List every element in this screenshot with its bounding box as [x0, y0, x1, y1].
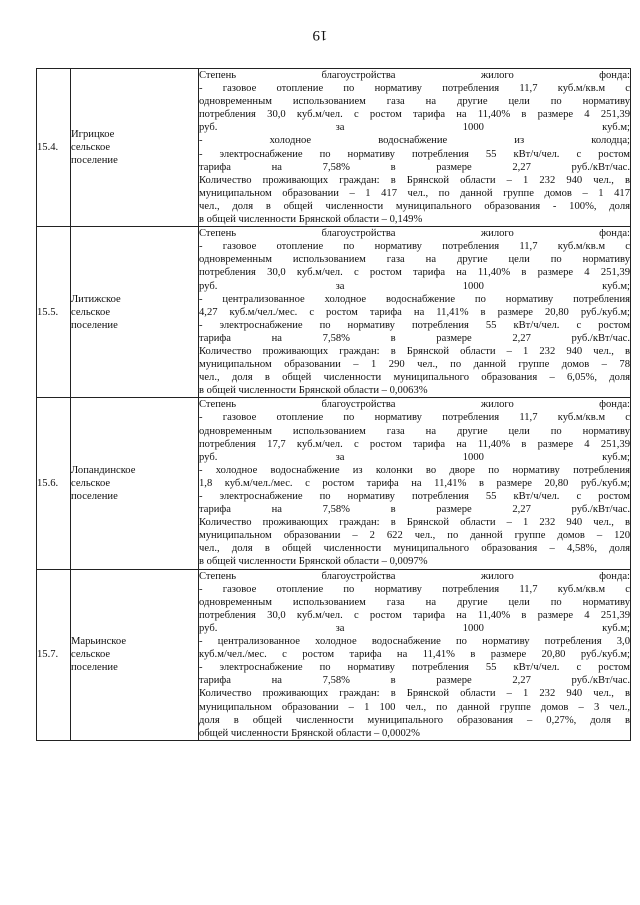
- description-line: руб. за 1000 куб.м;: [199, 451, 630, 463]
- description-line: - электроснабжение по нормативу потребления 55 кВт/ч/чел. с ростом: [199, 491, 630, 502]
- settlement-name: [71, 569, 199, 740]
- description-line: общей численности Брянской области – 0,0002%: [199, 727, 420, 739]
- description-line: 1,8 куб.м/чел./мес. с ростом тарифа на 11,41% в размере 20,80 руб./куб.м;: [199, 477, 630, 489]
- settlement-name-line: сельское: [71, 142, 111, 154]
- settlement-description: [199, 227, 631, 398]
- table-row: [37, 227, 631, 398]
- settlement-name-line: поселение: [71, 155, 118, 167]
- description-line: Степень благоустройства жилого фонда:: [199, 570, 630, 582]
- description-line: потребления 17,7 куб.м/чел. с ростом тарифа на 11,40% в размере 4 251,39: [199, 438, 630, 450]
- description-line: - электроснабжение по нормативу потребления 55 кВт/ч/чел. с ростом: [199, 662, 630, 674]
- table-row: [37, 69, 631, 227]
- description-line: - централизованное холодное водоснабжение по нормативу потребления 3,0: [199, 636, 630, 648]
- settlement-name-line: поселение: [71, 319, 118, 331]
- description-line: Количество проживающих граждан: в Брянской области – 1 232 940 чел., в: [199, 517, 630, 529]
- description-line: - газовое отопление по нормативу потребления 11,7 куб.м/кв.м с: [199, 583, 630, 595]
- description-line: - газовое отопление по нормативу потребления 11,7 куб.м/кв.м с: [199, 241, 630, 253]
- description-line: - электроснабжение по нормативу потребления 55 кВт/ч/чел. с ростом: [199, 148, 630, 160]
- description-line: - электроснабжение по нормативу потребления 55 кВт/ч/чел. с ростом: [199, 319, 630, 331]
- description-line: потребления 30,0 куб.м/чел. с ростом тарифа на 11,40% в размере 4 251,39: [199, 267, 630, 279]
- description-line: в общей численности Брянской области – 0,149%: [199, 214, 423, 226]
- settlement-name: [71, 227, 199, 398]
- row-number: 15.4.: [37, 69, 71, 227]
- description-line: Количество проживающих граждан: в Брянской области – 1 232 940 чел., в: [199, 345, 630, 357]
- settlements-table: [36, 68, 631, 741]
- settlement-name-line: поселение: [71, 662, 118, 674]
- description-line: в общей численности Брянской области – 0,0097%: [199, 556, 428, 568]
- description-line: - газовое отопление по нормативу потребления 11,7 куб.м/кв.м с: [199, 83, 630, 95]
- description-line: одновременным использованием газа на другие цели по нормативу: [199, 596, 630, 608]
- description-line: - холодное водоснабжение из колодца;: [199, 135, 630, 147]
- settlement-description: [199, 69, 631, 227]
- description-line: - централизованное холодное водоснабжение по нормативу потребления: [199, 293, 630, 305]
- settlement-description: [199, 569, 631, 740]
- description-line: - газовое отопление по нормативу потребления 11,7 куб.м/кв.м с: [199, 412, 630, 424]
- description-line: потребления 30,0 куб.м/чел. с ростом тарифа на 11,40% в размере 4 251,39: [199, 609, 630, 621]
- table-row: [37, 398, 631, 569]
- settlement-name-line: сельское: [71, 649, 111, 661]
- table-row: [37, 569, 631, 740]
- settlement-name: [71, 69, 199, 227]
- description-line: в общей численности Брянской области – 0,0063%: [199, 385, 428, 397]
- settlement-description: [199, 398, 631, 569]
- description-line: Степень благоустройства жилого фонда:: [199, 399, 630, 411]
- description-line: одновременным использованием газа на другие цели по нормативу: [199, 254, 630, 266]
- description-line: муниципальном образовании – 2 622 чел., по данной группе домов – 120: [199, 530, 630, 542]
- description-line: потребления 30,0 куб.м/чел. с ростом тарифа на 11,40% в размере 4 251,39: [199, 109, 630, 121]
- description-line: чел., доля в общей численности муниципального образования – 4,58%, доля: [199, 543, 630, 555]
- description-line: куб.м/чел./мес. с ростом тарифа на 11,41% в размере 20,80 руб./куб.м;: [199, 649, 630, 661]
- row-number: 15.6.: [37, 398, 71, 569]
- description-line: - холодное водоснабжение из колонки во дворе по нормативу потребления: [199, 464, 630, 476]
- description-line: муниципальном образовании – 1 100 чел., по данной группе домов – 3 чел.,: [199, 701, 630, 713]
- description-line: чел., доля в общей численности муниципального образования - 100%, доля: [199, 200, 630, 212]
- description-line: муниципальном образовании – 1 417 чел., по данной группе домов – 1 417: [199, 187, 630, 199]
- description-line: одновременным использованием газа на другие цели по нормативу: [199, 425, 630, 437]
- settlement-name: [71, 398, 199, 569]
- settlement-name-line: Марьинское: [71, 636, 127, 648]
- table-body: [37, 69, 631, 741]
- description-line: тарифа на 7,58% в размере 2,27 руб./кВт/час.: [199, 332, 630, 344]
- settlement-name-line: Игрицкое: [71, 128, 115, 140]
- description-line: одновременным использованием газа на другие цели по нормативу: [199, 96, 630, 108]
- description-line: тарифа на 7,58% в размере 2,27 руб./кВт/час.: [199, 161, 630, 173]
- page-number: 19: [312, 27, 328, 43]
- row-number: 15.7.: [37, 569, 71, 740]
- description-line: Степень благоустройства жилого фонда:: [199, 228, 630, 240]
- description-line: руб. за 1000 куб.м;: [199, 622, 630, 634]
- description-line: Количество проживающих граждан: в Брянской области – 1 232 940 чел., в: [199, 688, 630, 700]
- description-line: руб. за 1000 куб.м;: [199, 280, 630, 292]
- description-line: тарифа на 7,58% в размере 2,27 руб./кВт/час.: [199, 504, 630, 516]
- description-line: руб. за 1000 куб.м;: [199, 122, 630, 134]
- description-line: Количество проживающих граждан: в Брянской области – 1 232 940 чел., в: [199, 174, 630, 186]
- description-line: чел., доля в общей численности муниципального образования – 6,05%, доля: [199, 372, 630, 384]
- description-line: муниципальном образовании – 1 290 чел., по данной группе домов – 78: [199, 359, 630, 371]
- row-number: 15.5.: [37, 227, 71, 398]
- settlement-name-line: Лопандинское: [71, 464, 136, 476]
- description-line: 4,27 куб.м/чел./мес. с ростом тарифа на 11,41% в размере 20,80 руб./куб.м;: [199, 306, 630, 318]
- settlement-name-line: поселение: [71, 491, 118, 502]
- description-line: тарифа на 7,58% в размере 2,27 руб./кВт/час.: [199, 675, 630, 687]
- description-line: доля в общей численности муниципального образования – 0,27%, доля в: [199, 714, 630, 726]
- description-line: Степень благоустройства жилого фонда:: [199, 70, 630, 81]
- settlement-name-line: Литижское: [71, 293, 121, 305]
- settlement-name-line: сельское: [71, 477, 111, 489]
- settlement-name-line: сельское: [71, 306, 111, 318]
